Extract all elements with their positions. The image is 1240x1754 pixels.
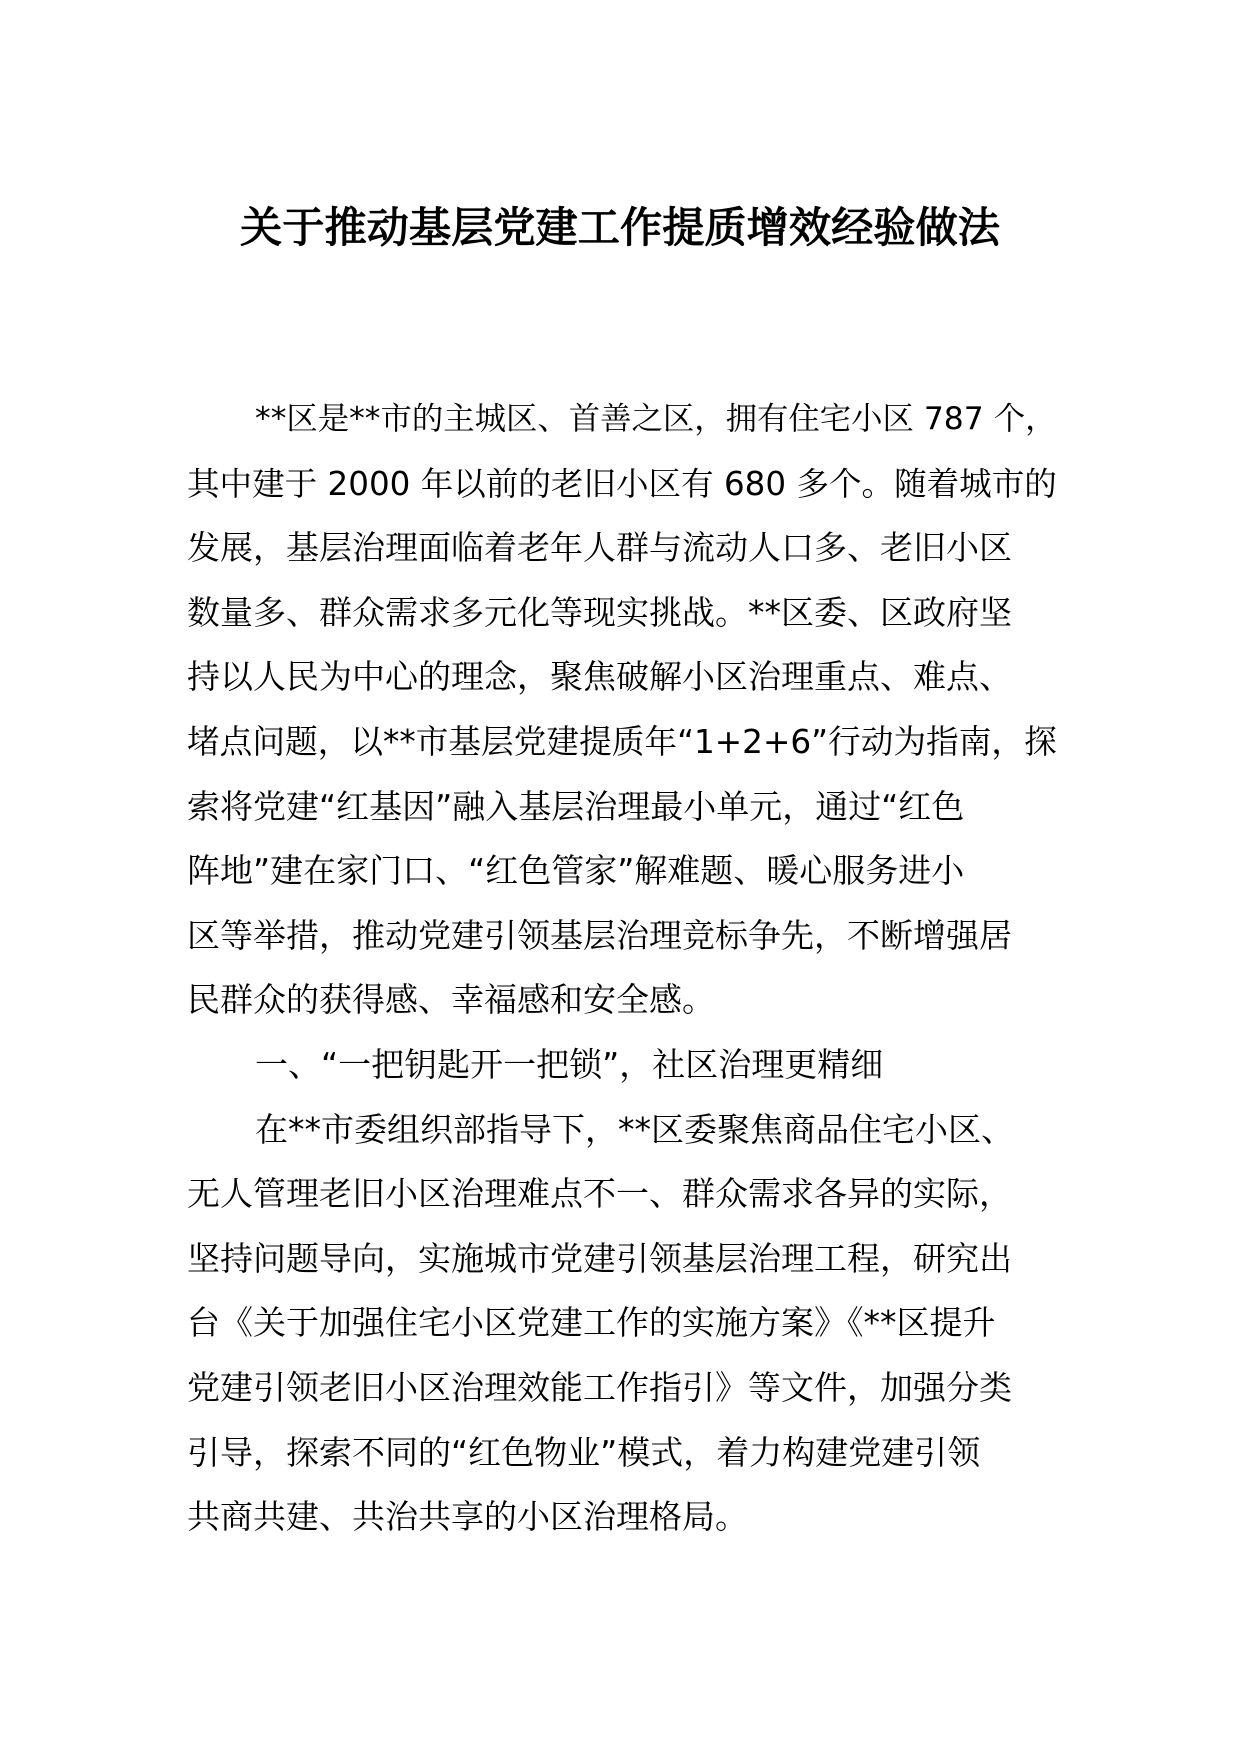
document-line: 持以人民为中心的理念，聚焦破解小区治理重点、难点、 bbox=[187, 657, 1012, 697]
document-line: 一、“一把钥匙开一把锁”，社区治理更精细 bbox=[255, 1044, 884, 1084]
document-line: 民群众的获得感、幸福感和安全感。 bbox=[187, 980, 715, 1020]
document-line: 党建引领老旧小区治理效能工作指引》等文件，加强分类 bbox=[187, 1367, 1012, 1407]
document-line: 台《关于加强住宅小区党建工作的实施方案》《**区提升 bbox=[187, 1303, 996, 1343]
document-line: 无人管理老旧小区治理难点不一、群众需求各异的实际， bbox=[187, 1174, 1012, 1214]
document-line: 发展，基层治理面临着老年人群与流动人口多、老旧小区 bbox=[187, 528, 1012, 568]
document-line: 坚持问题导向，实施城市党建引领基层治理工程，研究出 bbox=[187, 1238, 1012, 1278]
document-line: 堵点问题，以**市基层党建提质年“1+2+6”行动为指南，探 bbox=[187, 722, 1057, 761]
document-line: 数量多、群众需求多元化等现实挑战。**区委、区政府坚 bbox=[187, 592, 1012, 632]
document-line: 引导，探索不同的“红色物业”模式，着力构建党建引领 bbox=[187, 1432, 981, 1472]
document-line: **区是**市的主城区、首善之区，拥有住宅小区 787 个， bbox=[255, 401, 1057, 437]
document-body bbox=[187, 387, 1057, 1550]
document-line: 索将党建“红基因”融入基层治理最小单元，通过“红色 bbox=[187, 786, 965, 826]
document-line: 在**市委组织部指导下，**区委聚焦商品住宅小区、 bbox=[255, 1109, 1014, 1149]
document-title: 关于推动基层党建工作提质增效经验做法 bbox=[240, 203, 1000, 252]
document-line: 区等举措，推动党建引领基层治理竞标争先，不断增强居 bbox=[187, 915, 1012, 955]
document-line: 阵地”建在家门口、“红色管家”解难题、暖心服务进小 bbox=[187, 851, 965, 891]
document-line: 其中建于 2000 年以前的老旧小区有 680 多个。随着城市的 bbox=[187, 464, 1057, 503]
document-line: 共商共建、共治共享的小区治理格局。 bbox=[187, 1497, 748, 1537]
